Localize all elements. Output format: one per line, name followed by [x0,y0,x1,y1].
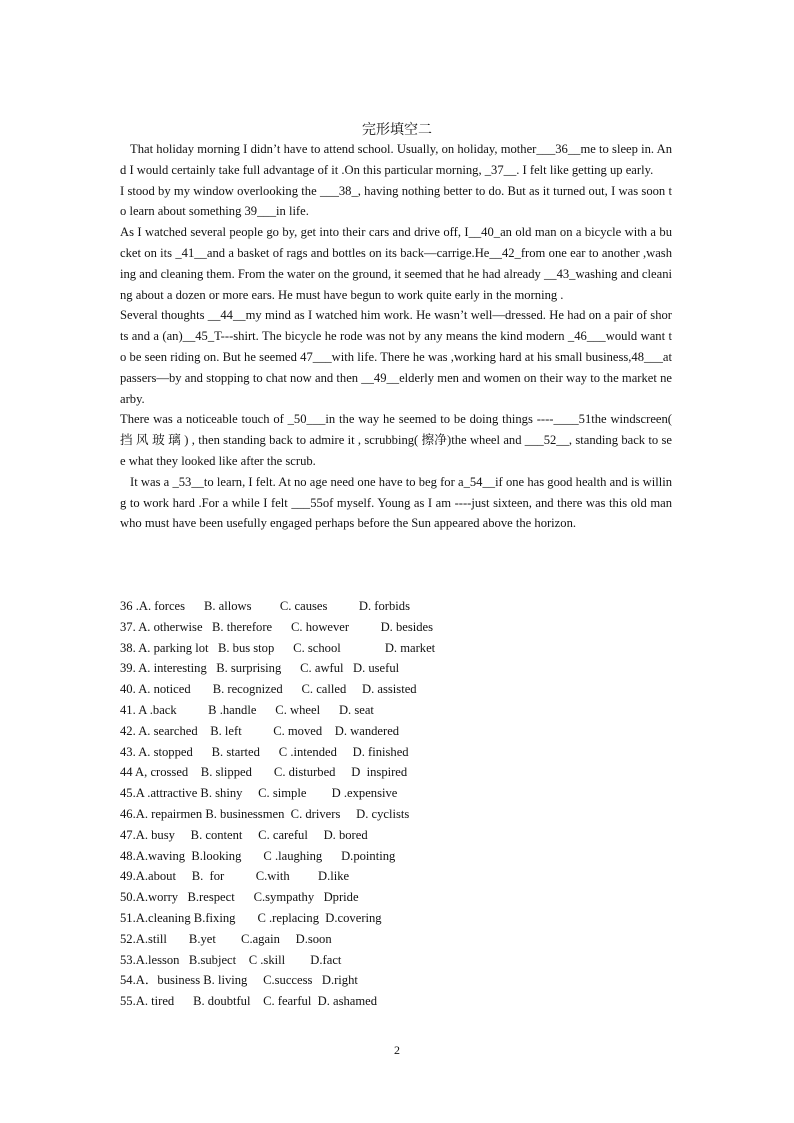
paragraph: As I watched several people go by, get into their cars and drive off, I__40_an old man on a bicycle with a bucket on its _41__and a basket of rags and bottles on its back—carrige.He__42_from one ear to another ,washing and cleaning them. From the water on the ground, it seemed that he had already __43_washing and cleaning about a dozen or more ears. He must have begun to work quite early in the morning . [120,225,672,302]
option-row: 38. A. parking lot B. bus stop C. school D. market [120,640,436,655]
option-row: 42. A. searched B. left C. moved D. wandered [120,723,400,738]
option-row: 40. A. noticed B. recognized C. called D. assisted [120,682,417,697]
paragraph: I stood by my window overlooking the ___38_, having nothing better to do. But as it turned out, I was soon to learn about something 39___in life. [120,183,672,219]
option-row: 46.A. repairmen B. businessmen C. drivers D. cyclists [120,806,410,821]
option-row: 55.A. tired B. doubtful C. fearful D. ashamed [120,994,378,1009]
paragraph: Several thoughts __44__my mind as I watched him work. He wasn’t well—dressed. He had on a pair of shorts and a (an)__45_T---shirt. The bicycle he rode was not by any means the kind modern _46___would want to be seen riding on. But he seemed 47___with life. There he was ,working hard at his small business,48___at passers—by and stopping to chat now and then __49__elderly men and women on their way to the market nearby. [120,308,672,406]
option-row: 54.A．business B. living C.success D.right [120,973,358,988]
option-row: 41. A .back B .handle C. wheel D. seat [120,702,374,717]
option-row: 50.A.worry B.respect C.sympathy Dpride [120,890,359,905]
option-row: 52.A.still B.yet C.again D.soon [120,931,332,946]
option-row: 36 .A. forces B. allows C. causes D. forbids [120,599,410,613]
cloze-passage [120,139,672,534]
option-row: 49.A.about B. for C.with D.like [120,869,350,884]
option-row: 45.A .attractive B. shiny C. simple D .expensive [120,786,398,801]
option-row: 37. A. otherwise B. therefore C. however D. besides [120,619,434,634]
page-title: 完形填空二 [362,122,432,138]
option-row: 51.A.cleaning B.fixing C .replacing D.covering [120,910,382,925]
option-row: 39. A. interesting B. surprising C. awful D. useful [120,661,400,676]
option-row: 48.A.waving B.looking C .laughing D.pointing [120,848,396,863]
page-number: 2 [394,1043,400,1057]
paragraph: That holiday morning I didn’t have to attend school. Usually, on holiday, mother___36__me to sleep in. And I would certainly take full advantage of it .On this particular morning, _37__. I felt like getting up early. [120,142,672,177]
option-row: 53.A.lesson B.subject C .skill D.fact [120,952,342,967]
option-row: 44 A, crossed B. slipped C. disturbed D inspired [120,765,408,780]
paragraph: There was a noticeable touch of _50___in the way he seemed to be doing things ----____51the windscreen( 挡 风 玻 璃 ) , then standing back to admire it , scrubbing( 擦净)the wheel and ___52__, standing back to see what they looked like after the scrub. [120,412,672,468]
paragraph: It was a _53__to learn, I felt. At no age need one have to beg for a_54__if one has good health and is willing to work hard .For a while I felt ___55of myself. Young as I am ----just sixteen, and there was this old man who must have been usefully engaged perhaps before the Sun appeared above the horizon. [120,474,672,531]
option-row: 43. A. stopped B. started C .intended D. finished [120,744,409,759]
answer-options [120,596,680,1012]
option-row: 47.A. busy B. content C. careful D. bored [120,827,368,842]
